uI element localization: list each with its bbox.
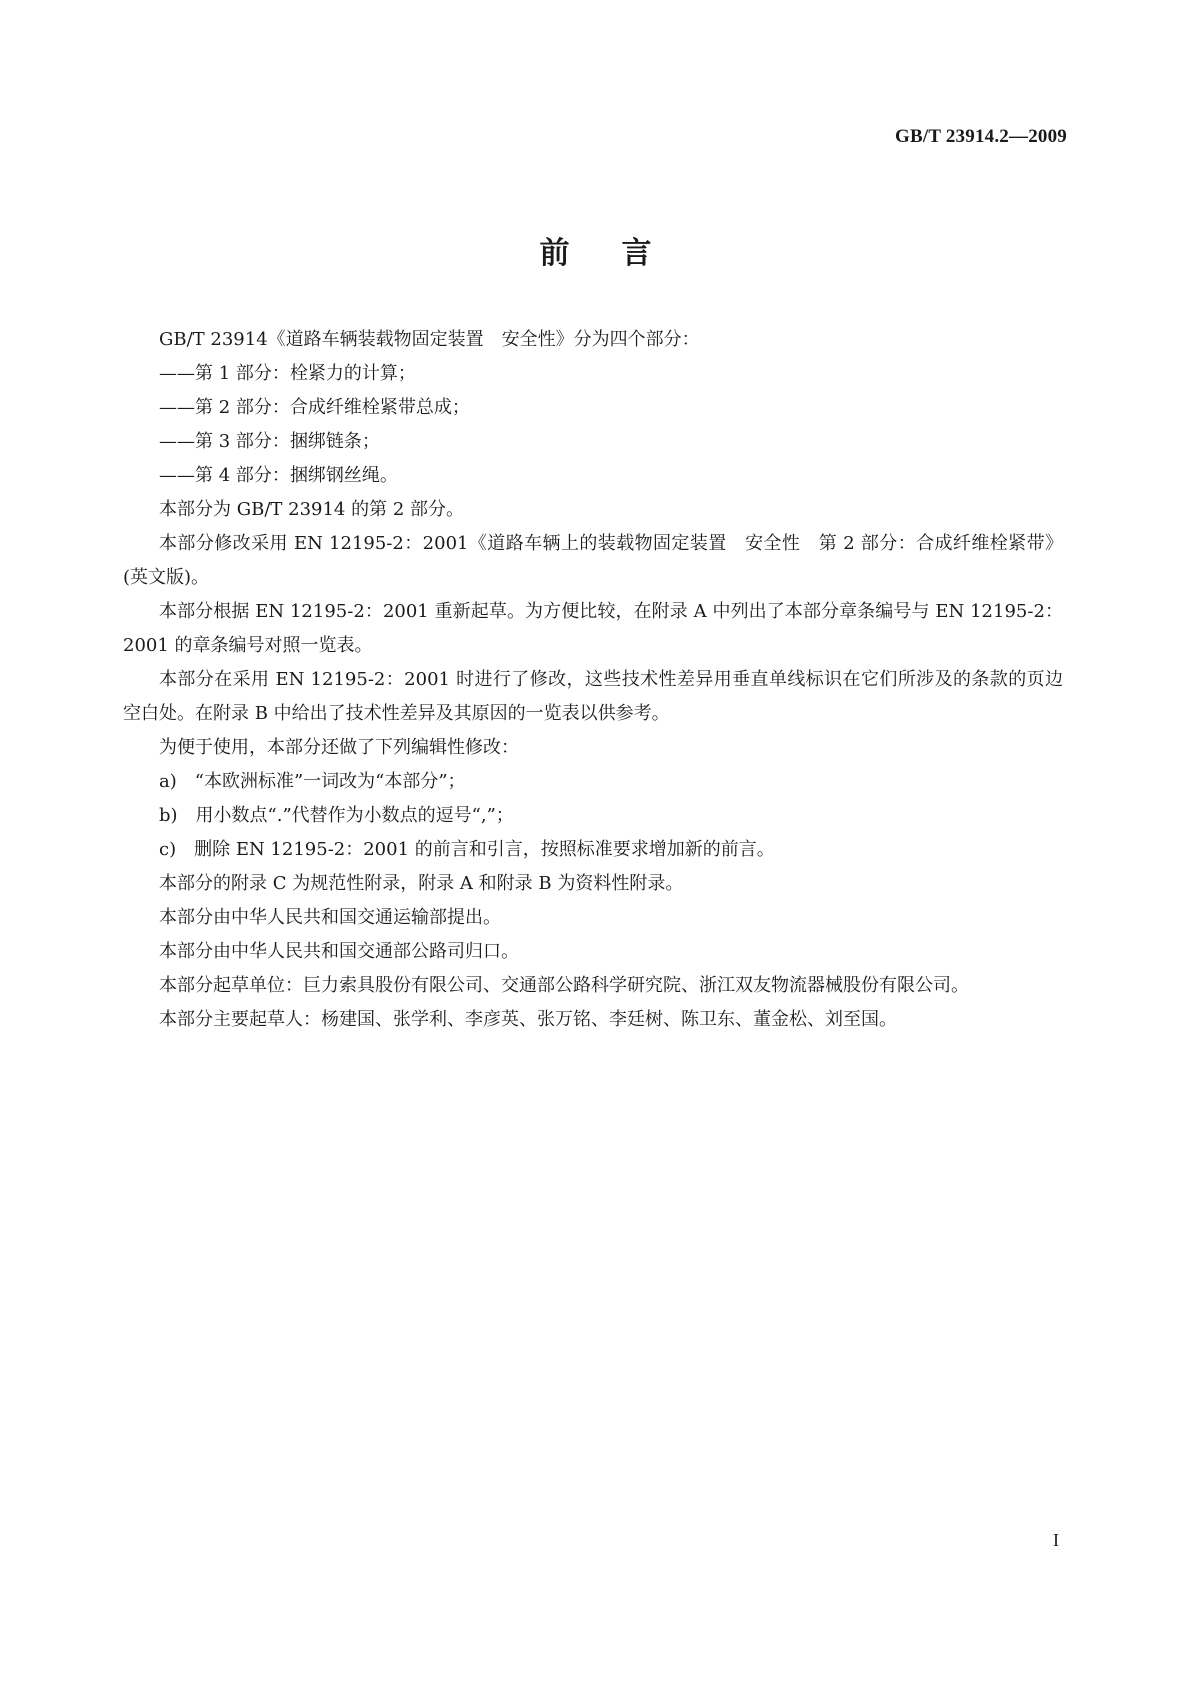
paragraph-administered-by: 本部分由中华人民共和国交通部公路司归口。 <box>159 941 519 962</box>
paragraph-annexes: 本部分的附录 C 为规范性附录，附录 A 和附录 B 为资料性附录。 <box>159 873 684 894</box>
list-item-part-3: ——第 3 部分：捆绑链条； <box>159 431 380 452</box>
list-item-part-2: ——第 2 部分：合成纤维栓紧带总成； <box>159 397 470 418</box>
page-number: I <box>1053 1530 1059 1550</box>
standard-code: GB/T 23914.2—2009 <box>895 126 1067 147</box>
paragraph-redrafting: 本部分根据 EN 12195-2：2001 重新起草。为方便比较，在附录 A 中列出了本部分章条编号与 EN 12195-2：2001 的章条编号对照一览表。 <box>123 601 1063 656</box>
foreword-body <box>123 323 1063 1037</box>
list-item-part-1: ——第 1 部分：栓紧力的计算； <box>159 363 416 384</box>
paragraph-drafters: 本部分主要起草人：杨建国、张学利、李彦英、张万铭、李廷树、陈卫东、董金松、刘至国。 <box>159 1009 897 1030</box>
paragraph-proposed-by: 本部分由中华人民共和国交通运输部提出。 <box>159 907 501 928</box>
page-title: 前言 <box>539 236 704 271</box>
list-item-editorial-a: a) “本欧洲标准”一词改为“本部分”； <box>159 771 466 792</box>
list-item-editorial-c: c) 删除 EN 12195-2：2001 的前言和引言，按照标准要求增加新的前言。 <box>159 839 775 860</box>
paragraph-this-part: 本部分为 GB/T 23914 的第 2 部分。 <box>159 499 464 520</box>
list-item-editorial-b: b) 用小数点“.”代替作为小数点的逗号“,”； <box>159 805 514 826</box>
paragraph-technical-deviations: 本部分在采用 EN 12195-2：2001 时进行了修改，这些技术性差异用垂直单线标识在它们所涉及的条款的页边空白处。在附录 B 中给出了技术性差异及其原因的一览表以供参考。 <box>123 669 1063 724</box>
paragraph-adoption: 本部分修改采用 EN 12195-2：2001《道路车辆上的装载物固定装置 安全性 第 2 部分：合成纤维栓紧带》(英文版)。 <box>123 533 1063 588</box>
list-item-part-4: ——第 4 部分：捆绑钢丝绳。 <box>159 465 398 486</box>
paragraph-parts-intro: GB/T 23914《道路车辆装载物固定装置 安全性》分为四个部分： <box>159 329 700 350</box>
paragraph-editorial-intro: 为便于使用，本部分还做了下列编辑性修改： <box>159 737 519 758</box>
paragraph-drafting-units: 本部分起草单位：巨力索具股份有限公司、交通部公路科学研究院、浙江双友物流器械股份有限公司。 <box>159 975 969 996</box>
